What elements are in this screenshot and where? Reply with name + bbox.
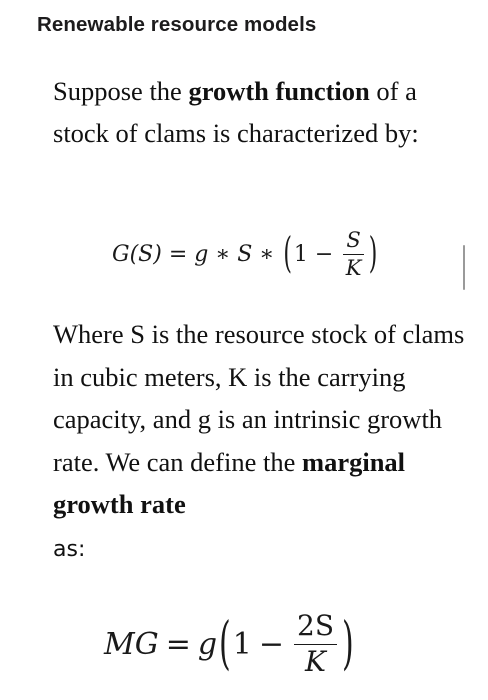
eq1-star-2: ∗ [259, 241, 275, 267]
marginal-growth-rate-term: marginal growth rate [53, 446, 406, 519]
eq1-lhs: G(S) [112, 241, 162, 267]
definition-paragraph [53, 313, 473, 571]
eq1-numerator: S [343, 228, 363, 254]
eq1-star-1: ∗ [215, 241, 231, 267]
eq2-minus: − [258, 626, 284, 662]
eq1-s: S [237, 241, 253, 267]
definition-text-2: as: [53, 536, 86, 562]
eq2-equals: = [165, 626, 191, 662]
definition-text [53, 313, 473, 571]
eq1-g: g [194, 241, 209, 267]
eq2-lhs: MG [104, 626, 159, 662]
marginal-growth-equation [104, 594, 356, 694]
eq1-denominator: K [345, 255, 362, 280]
problem-text [53, 70, 473, 154]
eq2-denominator: K [305, 644, 326, 678]
eq2-fraction [294, 610, 337, 677]
eq2-numerator: 2S [294, 610, 337, 644]
eq2-one: 1 [232, 626, 252, 662]
eq2-g: g [197, 626, 218, 662]
growth-function-term: growth function [188, 76, 370, 106]
eq1-equals: = [168, 241, 188, 267]
eq2-left-paren: ( [219, 610, 231, 678]
eq1-fraction [343, 228, 363, 279]
eq1-minus: − [314, 241, 334, 267]
intro-text-1: Suppose the [53, 76, 189, 106]
intro-paragraph [53, 70, 473, 154]
eq1-right-paren: ) [368, 230, 378, 278]
eq1-left-paren: ( [283, 230, 292, 278]
page-title: Renewable resource models [37, 13, 317, 36]
growth-function-equation [112, 214, 379, 294]
eq1-one: 1 [293, 241, 308, 267]
intro-text-2: of a stock of clams is characterized by: [53, 76, 419, 148]
definition-text-1: Where S is the resource stock of clams in cubic meters, K is the carrying capacity, and g is an intrinsic growth rate. We can define the [53, 319, 465, 477]
scrollbar[interactable] [463, 245, 465, 290]
eq2-right-paren: ) [342, 610, 354, 678]
